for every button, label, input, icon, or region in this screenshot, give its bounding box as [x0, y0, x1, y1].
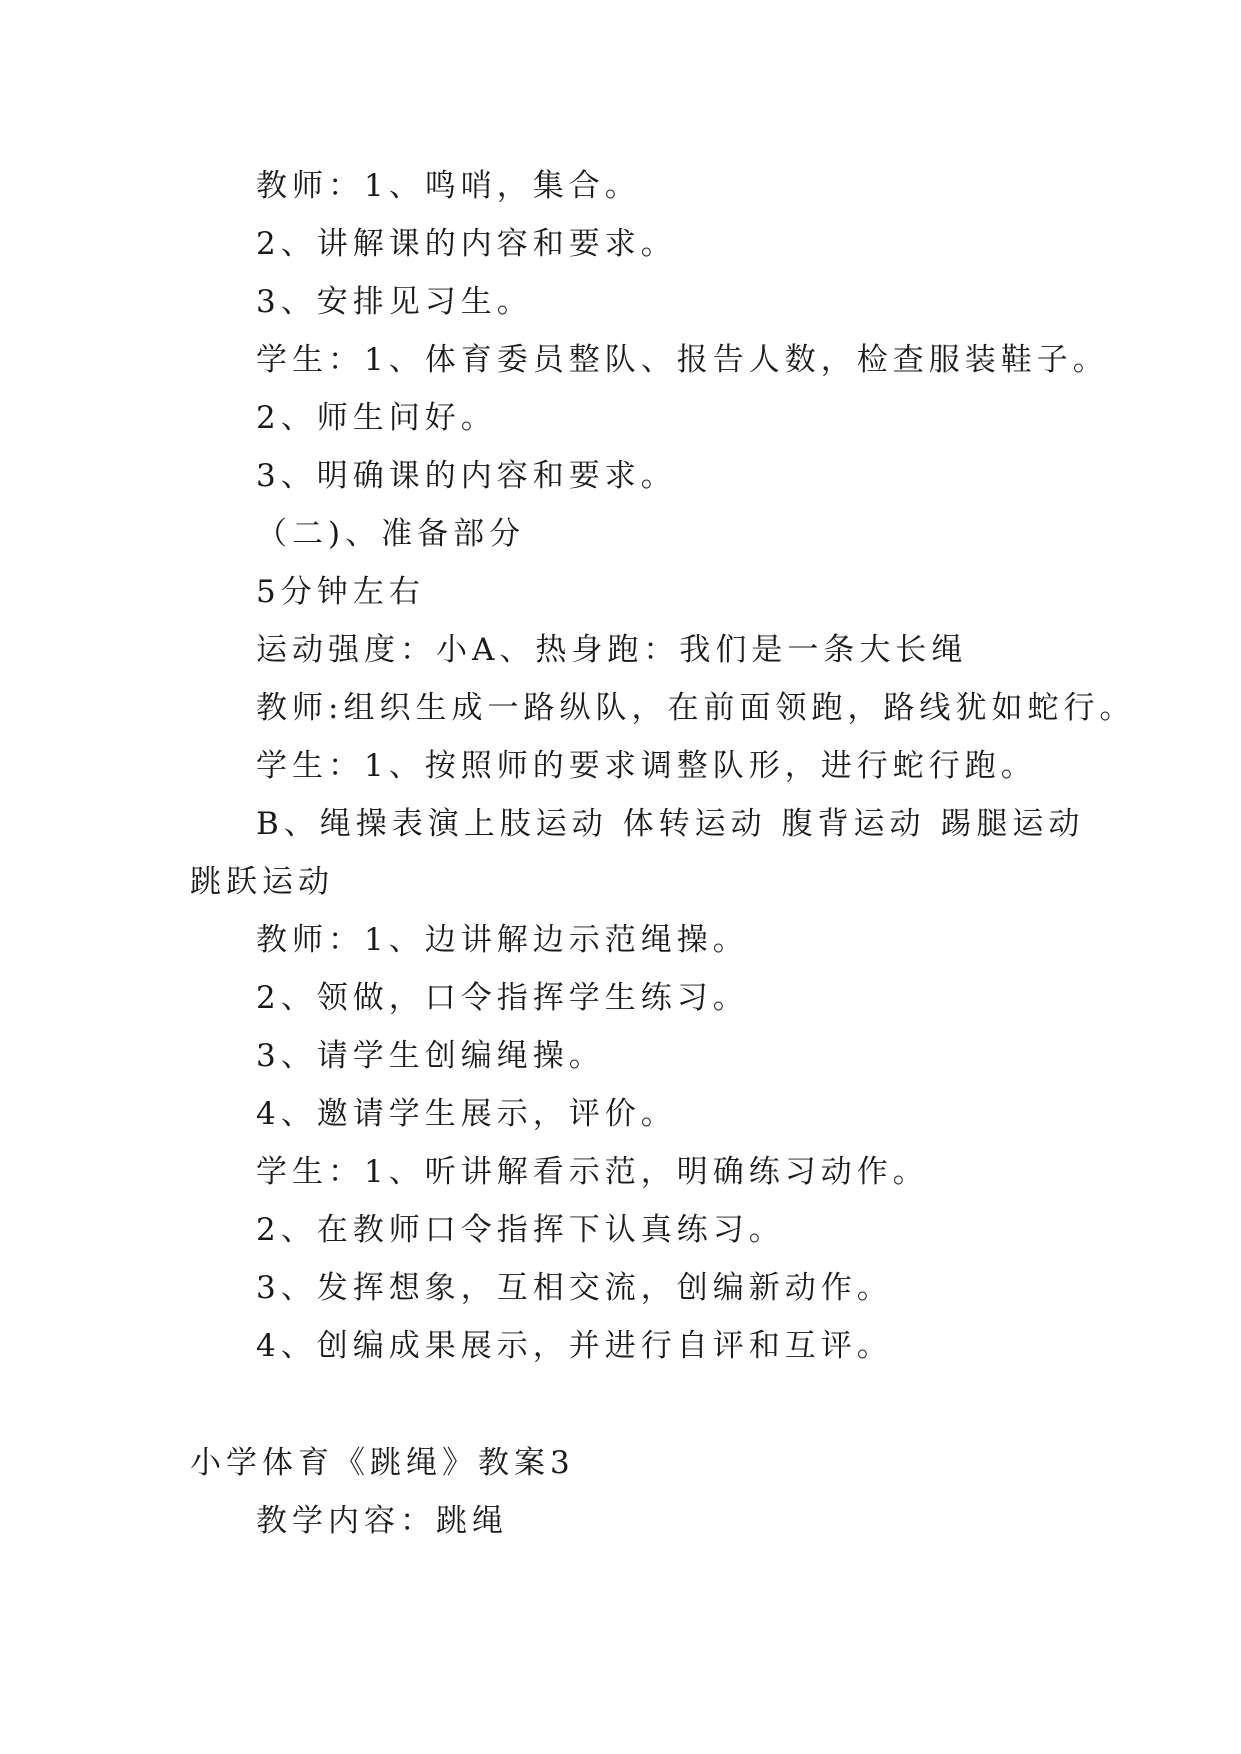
section-heading: （二)、准备部分 [256, 516, 526, 552]
text-line: 5分钟左右 [256, 574, 425, 610]
text-line: B、绳操表演上肢运动 体转运动 腹背运动 踢腿运动 [256, 806, 1085, 842]
text-line: 2、领做，口令指挥学生练习。 [256, 980, 749, 1016]
text-line: 3、安排见习生。 [256, 284, 533, 320]
text-line: 4、邀请学生展示，评价。 [256, 1096, 677, 1132]
text-line: 2、讲解课的内容和要求。 [256, 226, 677, 262]
text-line: 教师：1、边讲解边示范绳操。 [256, 922, 749, 958]
text-line: 4、创编成果展示，并进行自评和互评。 [256, 1328, 893, 1364]
text-line-continuation: 跳跃运动 [190, 864, 334, 900]
text-line: 运动强度：小A、热身跑：我们是一条大长绳 [256, 632, 968, 668]
text-line: 学生：1、按照师的要求调整队形，进行蛇行跑。 [256, 748, 1037, 784]
text-line: 2、师生问好。 [256, 400, 497, 436]
text-line: 3、明确课的内容和要求。 [256, 458, 677, 494]
text-line: 3、请学生创编绳操。 [256, 1038, 605, 1074]
text-line: 3、发挥想象，互相交流，创编新动作。 [256, 1270, 893, 1306]
text-line: 学生：1、听讲解看示范，明确练习动作。 [256, 1154, 929, 1190]
document-title: 小学体育《跳绳》教案3 [190, 1445, 575, 1481]
text-line: 教师：1、鸣哨，集合。 [256, 168, 641, 204]
text-line: 教学内容：跳绳 [256, 1503, 508, 1539]
text-line: 教师:组织生成一路纵队，在前面领跑，路线犹如蛇行。 [256, 690, 1136, 726]
text-line: 学生：1、体育委员整队、报告人数，检查服装鞋子。 [256, 342, 1109, 378]
text-line: 2、在教师口令指挥下认真练习。 [256, 1212, 785, 1248]
